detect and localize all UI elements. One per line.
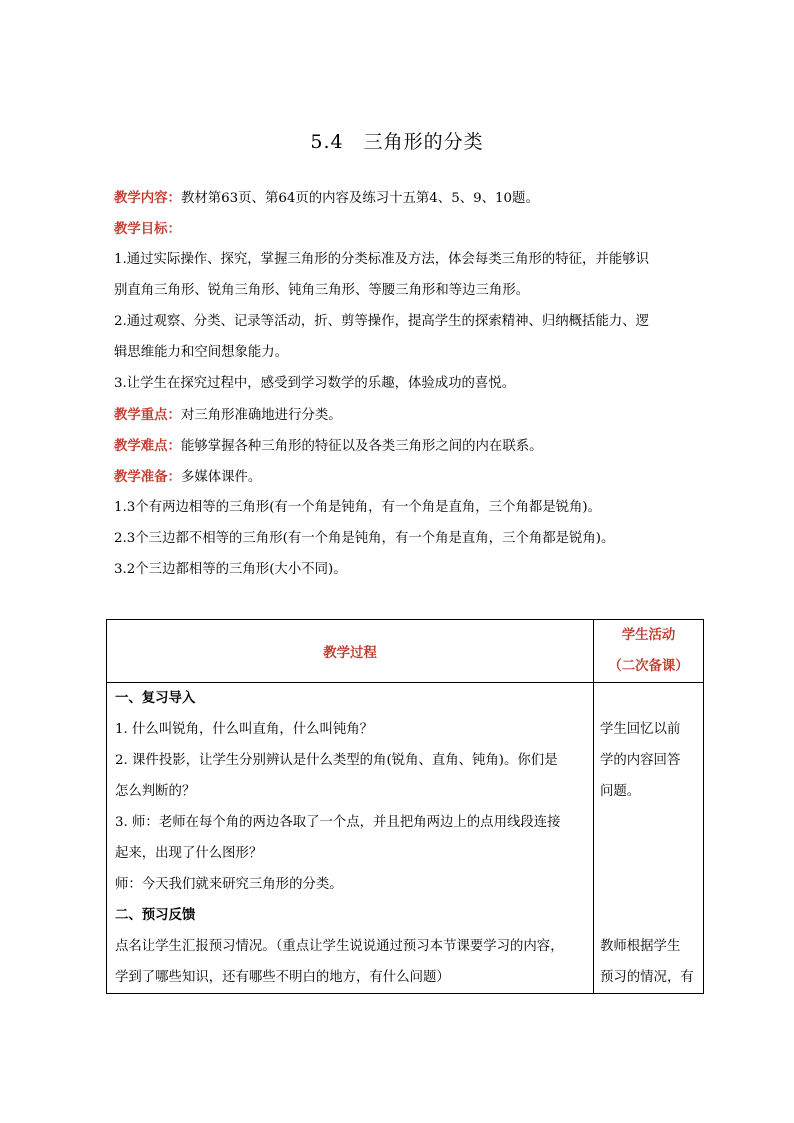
process-line: 2. 课件投影，让学生分别辨认是什么类型的角(锐角、直角、钝角)。你们是 <box>115 753 558 768</box>
keypoint-line <box>114 403 694 434</box>
activity-line <box>600 869 699 900</box>
process-line: 怎么判断的？ <box>115 784 196 799</box>
content-text: 教材第63页、第64页的内容及练习十五第4、5、9、10题。 <box>180 191 539 206</box>
objective-line: 辑思维能力和空间想象能力。 <box>114 345 289 360</box>
difficulty-text: 能够掌握各种三角形的特征以及各类三角形之间的内在联系。 <box>180 439 543 454</box>
objective-line: 2.通过观察、分类、记录等活动，折、剪等操作，提高学生的探索精神、归纳概括能力、逻 <box>114 314 650 329</box>
activity-line: 学的内容回答 <box>600 753 681 768</box>
activity-line <box>600 838 699 869</box>
prep-line <box>114 465 694 496</box>
process-line: 点名让学生汇报预习情况。（重点让学生说说通过预习本节课要学习的内容， <box>115 939 564 954</box>
process-line: 起来，出现了什么图形？ <box>115 846 263 861</box>
activity-cell <box>594 683 704 994</box>
activity-line: 学生回忆以前 <box>600 722 681 737</box>
prep-label: 教学准备： <box>114 469 181 485</box>
keypoint-label: 教学重点： <box>114 407 181 423</box>
teaching-process-table <box>106 619 704 994</box>
prep-item: 2.3个三边都不相等的三角形(有一个角是钝角，有一个角是直角，三个角都是锐角)。 <box>114 531 615 546</box>
process-line: 3. 师：老师在每个角的两边各取了一个点，并且把角两边上的点用线段连接 <box>115 815 561 830</box>
process-cell <box>107 683 594 994</box>
activity-line <box>600 683 699 714</box>
activity-line <box>600 900 699 931</box>
header-side-line-1: 学生活动 <box>621 627 676 643</box>
objective-line: 1.通过实际操作、探究，掌握三角形的分类标准及方法，体会每类三角形的特征，并能够识 <box>114 252 650 267</box>
header-student-activity <box>594 620 704 683</box>
difficulty-label: 教学难点： <box>114 438 181 454</box>
table-header-row <box>107 620 704 683</box>
activity-line: 问题。 <box>600 784 641 799</box>
content-label: 教学内容： <box>114 190 181 206</box>
section-heading: 一、复习导入 <box>115 690 196 706</box>
process-line: 师：今天我们就来研究三角形的分类。 <box>115 877 343 892</box>
prep-item: 3.2个三边都相等的三角形(大小不同)。 <box>114 562 347 577</box>
activity-line: 预习的情况，有 <box>600 970 694 985</box>
activity-line: 教师根据学生 <box>600 939 681 954</box>
prep-text: 多媒体课件。 <box>180 470 262 485</box>
lesson-body <box>114 186 694 589</box>
header-teaching-process: 教学过程 <box>107 620 594 683</box>
prep-item: 1.3个有两边相等的三角形(有一个角是钝角，有一个角是直角，三个角都是锐角)。 <box>114 500 602 515</box>
process-line: 1. 什么叫锐角，什么叫直角，什么叫钝角？ <box>115 722 374 737</box>
objectives-label: 教学目标： <box>114 221 181 237</box>
content-line <box>114 186 694 217</box>
lesson-title: 5.4 三角形的分类 <box>310 131 484 153</box>
header-side-line-2: （二次备课） <box>608 658 689 674</box>
process-line: 学到了哪些知识，还有哪些不明白的地方，有什么问题） <box>115 970 450 985</box>
objective-line: 别直角三角形、锐角三角形、钝角三角形、等腰三角形和等边三角形。 <box>114 283 530 298</box>
objective-line: 3.让学生在探究过程中，感受到学习数学的乐趣，体验成功的喜悦。 <box>114 376 516 391</box>
table-row <box>107 683 704 994</box>
objectives-heading <box>114 217 694 248</box>
activity-line <box>600 807 699 838</box>
section-heading: 二、预习反馈 <box>115 907 196 923</box>
difficulty-line <box>114 434 694 465</box>
keypoint-text: 对三角形准确地进行分类。 <box>180 408 342 423</box>
